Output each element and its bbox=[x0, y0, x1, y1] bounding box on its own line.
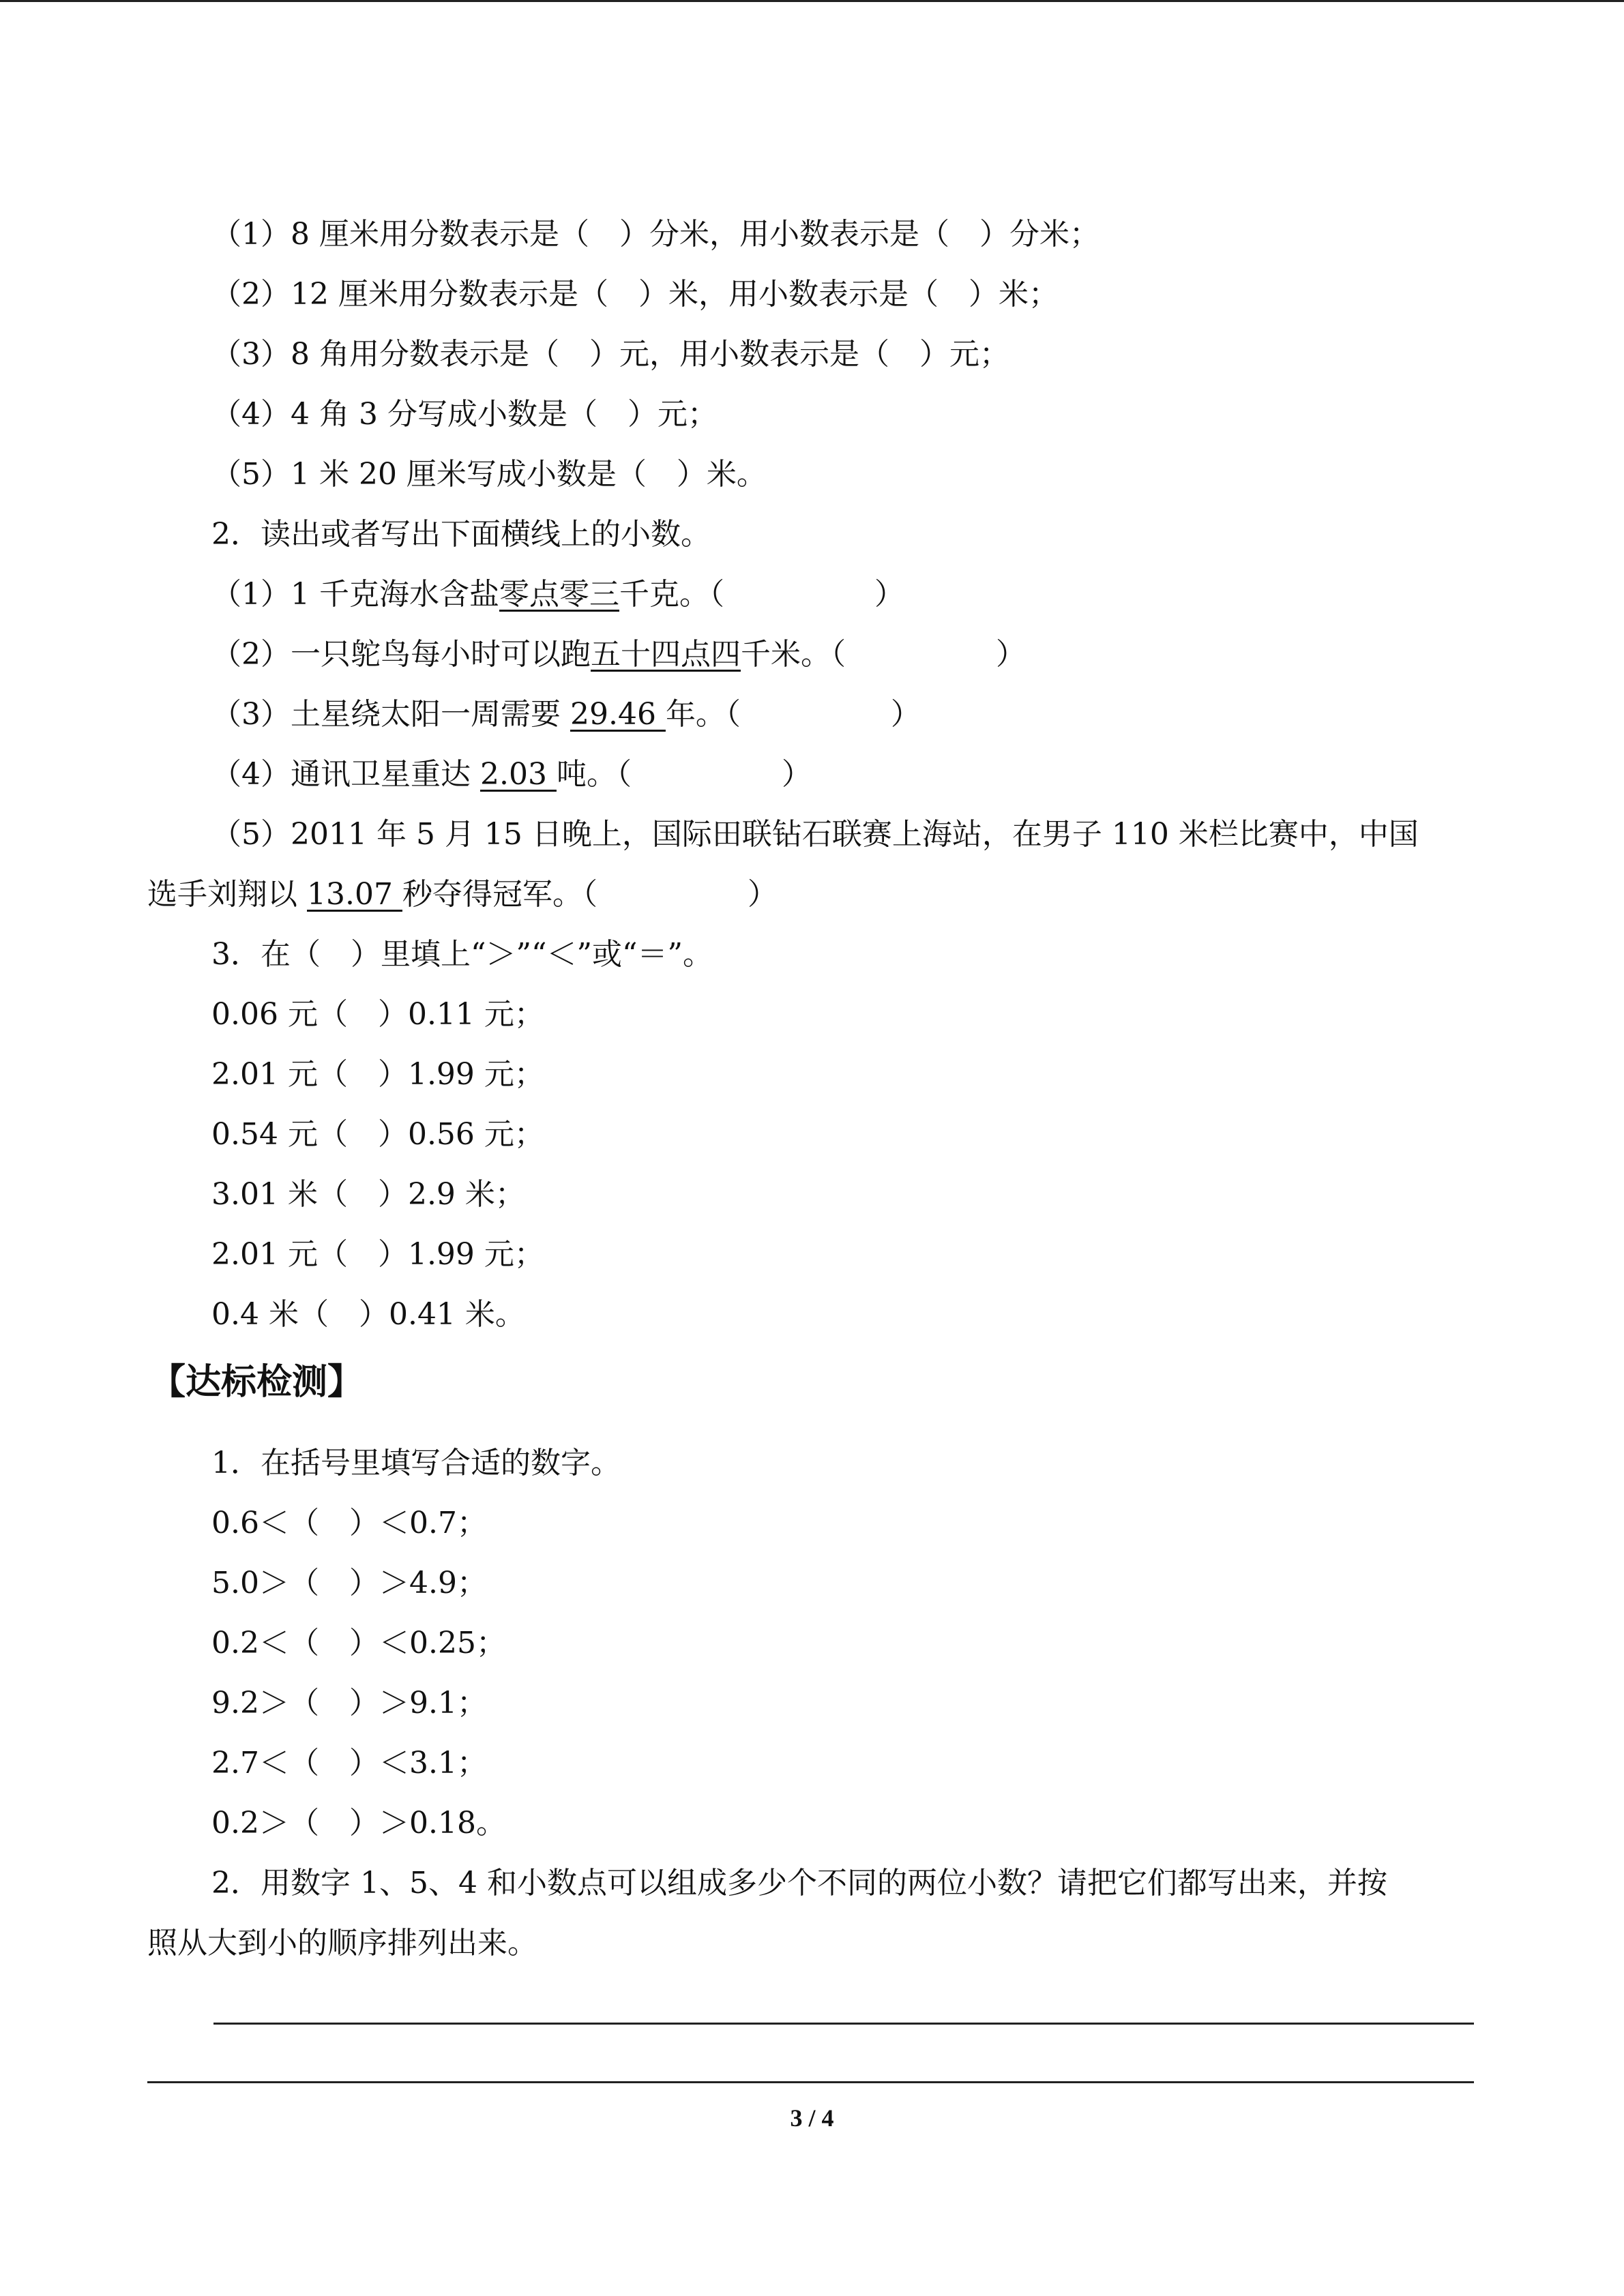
read-item-4: （4）通讯卫星重达 2.03 吨。（ ） bbox=[211, 757, 812, 792]
compare-item-1: 0.06 元（ ）0.11 元； bbox=[211, 997, 544, 1032]
compare-item-2: 2.01 元（ ）1.99 元； bbox=[211, 1057, 544, 1092]
fill-item-2: （2）12 厘米用分数表示是（ ）米，用小数表示是（ ）米； bbox=[211, 277, 1059, 312]
underlined-number: 2.03 bbox=[479, 757, 557, 792]
fill-item-4: （4）4 角 3 分写成小数是（ ）元； bbox=[211, 397, 718, 432]
range-item-1: 0.6＜（ ）＜0.7； bbox=[211, 1506, 487, 1540]
page-top-border bbox=[0, 0, 1624, 2]
read-item-3: （3）土星绕太阳一周需要 29.46 年。（ ） bbox=[211, 697, 921, 732]
question-3-title: 3．在（ ）里填上“＞”“＜”或“＝”。 bbox=[211, 937, 713, 972]
range-item-5: 2.7＜（ ）＜3.1； bbox=[211, 1746, 487, 1780]
fill-item-3: （3）8 角用分数表示是（ ）元，用小数表示是（ ）元； bbox=[211, 337, 1009, 372]
range-item-3: 0.2＜（ ）＜0.25； bbox=[211, 1626, 506, 1660]
test-question-1-title: 1．在括号里填写合适的数字。 bbox=[211, 1446, 621, 1480]
read-item-5-line1: （5）2011 年 5 月 15 日晚上，国际田联钻石联赛上海站，在男子 110 米栏比赛中，中国 bbox=[211, 817, 1419, 852]
fill-item-1: （1）8 厘米用分数表示是（ ）分米，用小数表示是（ ）分米； bbox=[211, 217, 1099, 252]
compare-item-6: 0.4 米（ ）0.41 米。 bbox=[211, 1297, 525, 1332]
test-question-2-line1: 2．用数字 1、5、4 和小数点可以组成多少个不同的两位小数？请把它们都写出来，并按 bbox=[211, 1866, 1387, 1900]
underlined-number: 五十四点四 bbox=[591, 637, 741, 672]
section-heading: 【达标检测】 bbox=[150, 1362, 364, 1403]
footer-rule bbox=[147, 2081, 1474, 2083]
read-item-5-line2: 选手刘翔以 13.07 秒夺得冠军。（ ） bbox=[147, 877, 778, 912]
read-item-1: （1）1 千克海水含盐零点零三千克。（ ） bbox=[211, 577, 904, 612]
compare-item-5: 2.01 元（ ）1.99 元； bbox=[211, 1237, 544, 1272]
answer-line bbox=[213, 2023, 1474, 2025]
underlined-number: 29.46 bbox=[570, 697, 666, 732]
page-number: 3 / 4 bbox=[790, 2104, 834, 2132]
range-item-6: 0.2＞（ ）＞0.18。 bbox=[211, 1806, 506, 1840]
question-2-title: 2．读出或者写出下面横线上的小数。 bbox=[211, 517, 711, 552]
fill-item-5: （5）1 米 20 厘米写成小数是（ ）米。 bbox=[211, 457, 767, 492]
compare-item-4: 3.01 米（ ）2.9 米； bbox=[211, 1177, 525, 1212]
underlined-number: 13.07 bbox=[307, 877, 402, 912]
range-item-2: 5.0＞（ ）＞4.9； bbox=[211, 1566, 487, 1600]
range-item-4: 9.2＞（ ）＞9.1； bbox=[211, 1686, 487, 1720]
compare-item-3: 0.54 元（ ）0.56 元； bbox=[211, 1117, 544, 1152]
underlined-number: 零点零三 bbox=[499, 577, 619, 612]
read-item-2: （2）一只鸵鸟每小时可以跑五十四点四千米。（ ） bbox=[211, 637, 1026, 672]
test-question-2-line2: 照从大到小的顺序排列出来。 bbox=[147, 1926, 537, 1960]
